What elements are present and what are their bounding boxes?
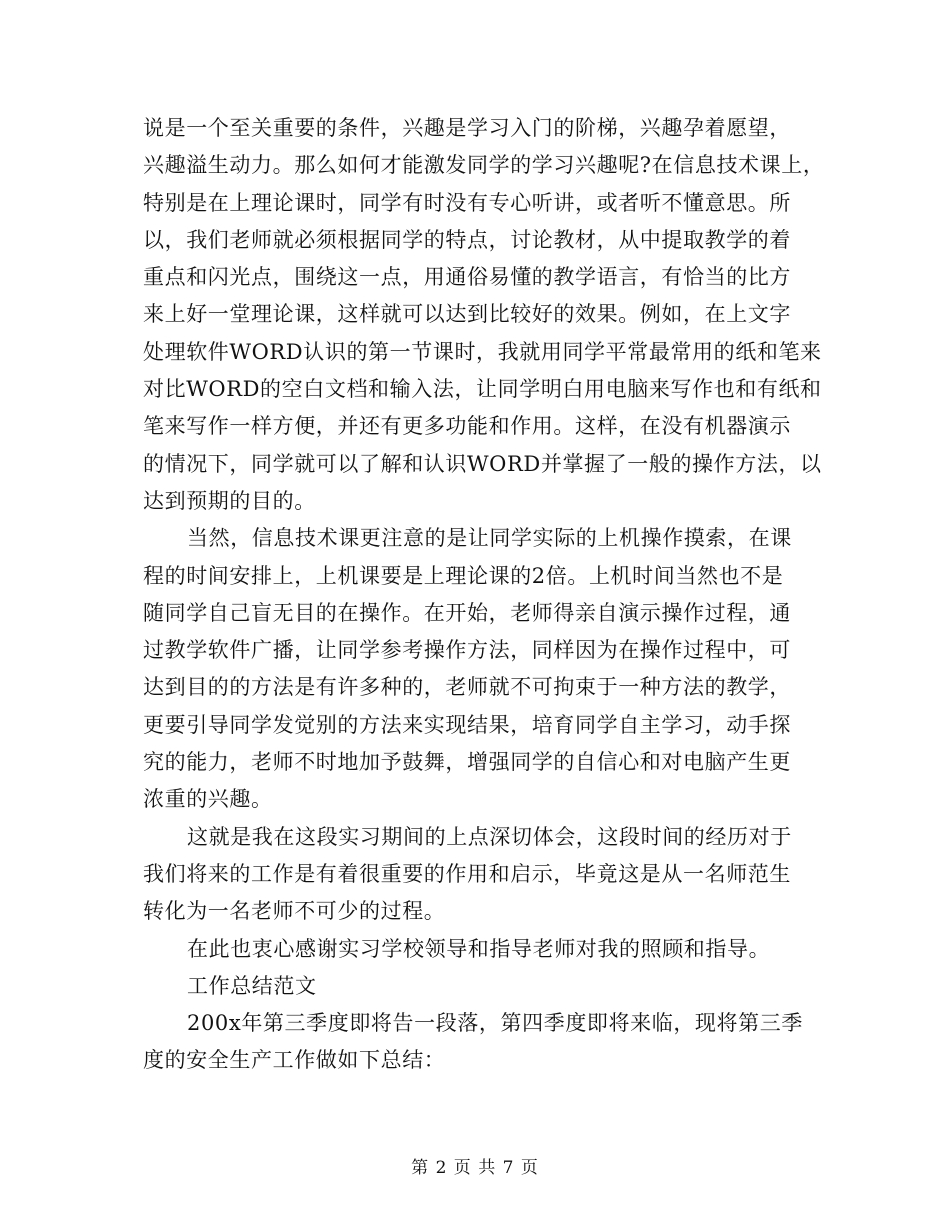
- text-line: 我们将来的工作是有着很重要的作用和启示，毕竟这是从一名师范生: [143, 861, 791, 886]
- paragraph-first-line: 工作总结范文: [187, 973, 317, 998]
- text-line: 以，我们老师就必须根据同学的特点，讨论教材，从中提取教学的着: [143, 227, 791, 252]
- document-body: [143, 110, 823, 1080]
- text-line: 来上好一堂理论课，这样就可以达到比较好的效果。例如，在上文字: [143, 302, 791, 327]
- text-line: 说是一个至关重要的条件，兴趣是学习入门的阶梯，兴趣孕着愿望，: [143, 116, 791, 140]
- text-line: 度的安全生产工作做如下总结：: [143, 1048, 446, 1073]
- page-footer: 第 2 页 共 7 页: [411, 1158, 539, 1178]
- text-line: 的情况下，同学就可以了解和认识WORD并掌握了一般的操作方法，以: [143, 451, 822, 476]
- text-line: 处理软件WORD认识的第一节课时，我就用同学平常最常用的纸和笔来: [143, 339, 822, 364]
- paragraph-first-line: 这就是我在这段实习期间的上点深切体会，这段时间的经历对于: [187, 824, 792, 849]
- paragraph-first-line: 在此也衷心感谢实习学校领导和指导老师对我的照顾和指导。: [187, 936, 771, 961]
- text-line: 转化为一名老师不可少的过程。: [143, 899, 446, 924]
- paragraph-first-line: 200x年第三季度即将告一段落，第四季度即将来临，现将第三季: [187, 1011, 803, 1036]
- text-line: 程的时间安排上，上机课要是上理论课的2倍。上机时间当然也不是: [143, 563, 784, 588]
- paragraph-first-line: 当然，信息技术课更注意的是让同学实际的上机操作摸索，在课: [187, 526, 792, 551]
- text-line: 达到目的的方法是有许多种的，老师就不可拘束于一种方法的教学，: [143, 675, 791, 700]
- text-line: 浓重的兴趣。: [143, 787, 273, 812]
- text-line: 兴趣溢生动力。那么如何才能激发同学的学习兴趣呢?在信息技术课上，: [143, 153, 825, 178]
- text-line: 特别是在上理论课时，同学有时没有专心听讲，或者听不懂意思。所: [143, 190, 791, 215]
- text-line: 过教学软件广播，让同学参考操作方法，同样因为在操作过程中，可: [143, 638, 791, 663]
- text-line: 笔来写作一样方便，并还有更多功能和作用。这样，在没有机器演示: [143, 414, 791, 439]
- text-line: 究的能力，老师不时地加予鼓舞，增强同学的自信心和对电脑产生更: [143, 750, 791, 775]
- text-line: 重点和闪光点，围绕这一点，用通俗易懂的教学语言，有恰当的比方: [143, 265, 791, 290]
- text-line: 对比WORD的空白文档和输入法，让同学明白用电脑来写作也和有纸和: [143, 377, 822, 402]
- text-line: 达到预期的目的。: [143, 488, 316, 513]
- text-line: 随同学自己盲无目的在操作。在开始，老师得亲自演示操作过程，通: [143, 600, 791, 625]
- text-line: 更要引导同学发觉别的方法来实现结果，培育同学自主学习，动手探: [143, 712, 791, 737]
